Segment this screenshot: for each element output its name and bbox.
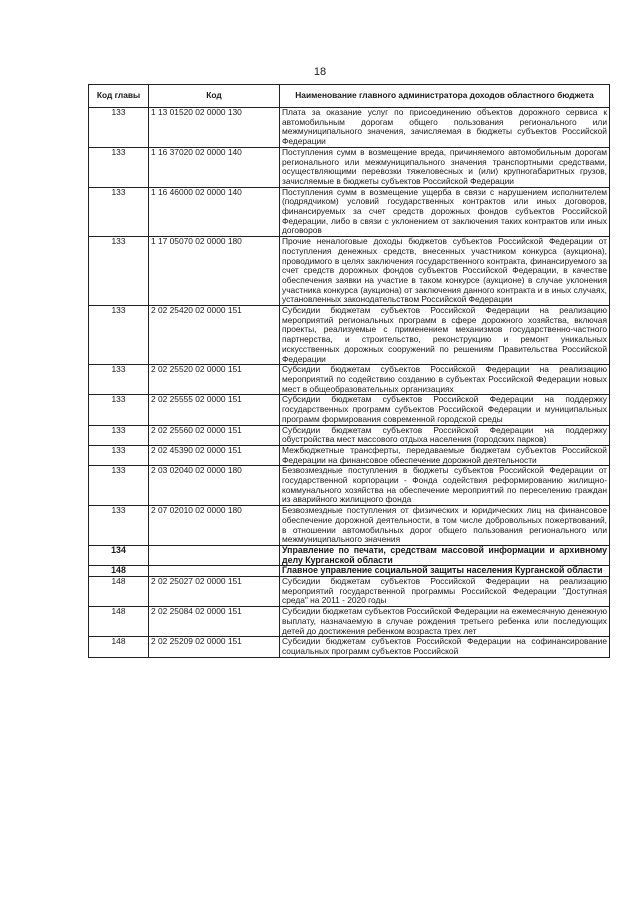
chapter-code-cell: 133 bbox=[89, 187, 149, 237]
chapter-code-cell: 133 bbox=[89, 365, 149, 395]
table-row bbox=[89, 545, 610, 565]
administrator-name-cell: Субсидии бюджетам субъектов Российской Федерации на поддержку государственных программ субъектов Российской Федерации и муниципальных программ формирования современной городской среды bbox=[280, 395, 610, 425]
table-header-row bbox=[89, 85, 610, 108]
chapter-code-cell: 133 bbox=[89, 445, 149, 465]
administrator-name-cell: Межбюджетные трансферты, передаваемые бюджетам субъектов Российской Федерации на финансовое обеспечение дорожной деятельности bbox=[280, 445, 610, 465]
administrator-name-cell: Прочие неналоговые доходы бюджетов субъектов Российской Федерации от поступления денежных средств, внесенных участником конкурса (аукциона), проводимого в целях заключения государственного контракта, финансируемого за счет средств дорожных фондов субъектов Российской Федерации, в качестве обеспечения заявки на участие в таком конкурсе (аукционе) в случае уклонения участника конкурса (аукциона) от заключения данного контракта и в иных случаях, установленных законодательством Российской Федерации bbox=[280, 237, 610, 306]
code-cell: 2 02 25555 02 0000 151 bbox=[149, 395, 280, 425]
table-body bbox=[89, 108, 610, 658]
chapter-code-cell: 148 bbox=[89, 607, 149, 637]
table-row bbox=[89, 637, 610, 657]
chapter-code-cell: 134 bbox=[89, 545, 149, 565]
code-cell: 2 02 25420 02 0000 151 bbox=[149, 306, 280, 365]
table-row bbox=[89, 506, 610, 546]
chapter-code-cell: 148 bbox=[89, 577, 149, 607]
administrator-name-cell: Безвозмездные поступления в бюджеты субъектов Российской Федерации от государственной корпорации - Фонда содействия реформированию жилищно-коммунального хозяйства на обеспечение мероприятий по переселению граждан из аварийного жилищного фонда bbox=[280, 466, 610, 506]
table-row bbox=[89, 566, 610, 577]
chapter-code-cell: 133 bbox=[89, 108, 149, 148]
chapter-code-cell: 133 bbox=[89, 506, 149, 546]
administrator-name-cell: Безвозмездные поступления от физических и юридических лиц на финансовое обеспечение дорожной деятельности, в том числе добровольных пожертвований, в отношении автомобильных дорог общего пользования регионального или межмуниципального значения bbox=[280, 506, 610, 546]
code-cell: 2 02 25520 02 0000 151 bbox=[149, 365, 280, 395]
table-row bbox=[89, 577, 610, 607]
table-row bbox=[89, 187, 610, 237]
table-row bbox=[89, 147, 610, 187]
code-cell: 2 02 25560 02 0000 151 bbox=[149, 425, 280, 445]
code-cell: 1 16 37020 02 0000 140 bbox=[149, 147, 280, 187]
code-cell bbox=[149, 566, 280, 577]
header-administrator-name: Наименование главного администратора доходов областного бюджета bbox=[280, 85, 610, 108]
chapter-code-cell: 148 bbox=[89, 566, 149, 577]
header-code: Код bbox=[149, 85, 280, 108]
code-cell: 2 02 25209 02 0000 151 bbox=[149, 637, 280, 657]
table-row bbox=[89, 365, 610, 395]
administrator-name-cell: Субсидии бюджетам субъектов Российской Федерации на реализацию мероприятий государственной программы Российской Федерации "Доступная среда" на 2011 - 2020 годы bbox=[280, 577, 610, 607]
code-cell bbox=[149, 545, 280, 565]
code-cell: 1 13 01520 02 0000 130 bbox=[149, 108, 280, 148]
administrator-name-cell: Главное управление социальной защиты населения Курганской области bbox=[280, 566, 610, 577]
chapter-code-cell: 133 bbox=[89, 466, 149, 506]
administrator-name-cell: Субсидии бюджетам субъектов Российской Федерации на поддержку обустройства мест массового отдыха населения (городских парков) bbox=[280, 425, 610, 445]
table-row bbox=[89, 425, 610, 445]
administrator-name-cell: Плата за оказание услуг по присоединению объектов дорожного сервиса к автомобильным дорогам общего пользования регионального или межмуниципального значения, зачисляемая в бюджеты субъектов Российской Федерации bbox=[280, 108, 610, 148]
code-cell: 2 07 02010 02 0000 180 bbox=[149, 506, 280, 546]
table-row bbox=[89, 607, 610, 637]
administrator-name-cell: Субсидии бюджетам субъектов Российской Федерации на софинансирование социальных программ субъектов Российской bbox=[280, 637, 610, 657]
code-cell: 2 02 25084 02 0000 151 bbox=[149, 607, 280, 637]
header-chapter-code: Код главы bbox=[89, 85, 149, 108]
administrator-name-cell: Поступления сумм в возмещение ущерба в связи с нарушением исполнителем (подрядчиком) условий государственных контрактов или иных договоров, финансируемых за счет средств дорожных фондов субъектов Российской Федерации, либо в связи с уклонением от заключения таких контрактов или иных договоров bbox=[280, 187, 610, 237]
administrator-name-cell: Поступления сумм в возмещение вреда, причиняемого автомобильным дорогам регионального или межмуниципального значения транспортными средствами, осуществляющими перевозки тяжеловесных и (или) крупногабаритных грузов, зачисляемые в бюджеты субъектов Российской Федерации bbox=[280, 147, 610, 187]
table-row bbox=[89, 108, 610, 148]
administrator-name-cell: Субсидии бюджетам субъектов Российской Федерации на реализацию мероприятий по содействию созданию в субъектах Российской Федерации новых мест в общеобразовательных организациях bbox=[280, 365, 610, 395]
chapter-code-cell: 133 bbox=[89, 306, 149, 365]
administrator-name-cell: Управление по печати, средствам массовой информации и архивному делу Курганской области bbox=[280, 545, 610, 565]
chapter-code-cell: 133 bbox=[89, 425, 149, 445]
revenue-administrators-table bbox=[88, 84, 610, 658]
chapter-code-cell: 133 bbox=[89, 147, 149, 187]
chapter-code-cell: 133 bbox=[89, 395, 149, 425]
code-cell: 1 16 46000 02 0000 140 bbox=[149, 187, 280, 237]
code-cell: 2 02 45390 02 0000 151 bbox=[149, 445, 280, 465]
table-row bbox=[89, 237, 610, 306]
table-row bbox=[89, 466, 610, 506]
table-row bbox=[89, 445, 610, 465]
chapter-code-cell: 148 bbox=[89, 637, 149, 657]
code-cell: 2 02 25027 02 0000 151 bbox=[149, 577, 280, 607]
administrator-name-cell: Субсидии бюджетам субъектов Российской Федерации на ежемесячную денежную выплату, назначаемую в случае рождения третьего ребенка или последующих детей до достижения ребенком возраста трех лет bbox=[280, 607, 610, 637]
table-row bbox=[89, 306, 610, 365]
page-number: 18 bbox=[313, 66, 327, 78]
chapter-code-cell: 133 bbox=[89, 237, 149, 306]
table-row bbox=[89, 395, 610, 425]
administrator-name-cell: Субсидии бюджетам субъектов Российской Федерации на реализацию мероприятий региональных программ в сфере дорожного хозяйства, включая проекты, реализуемые с применением механизмов государственно-частного партнерства, и строительство, реконструкцию и ремонт уникальных искусственных дорожных сооружений по решениям Правительства Российской Федерации bbox=[280, 306, 610, 365]
code-cell: 1 17 05070 02 0000 180 bbox=[149, 237, 280, 306]
code-cell: 2 03 02040 02 0000 180 bbox=[149, 466, 280, 506]
